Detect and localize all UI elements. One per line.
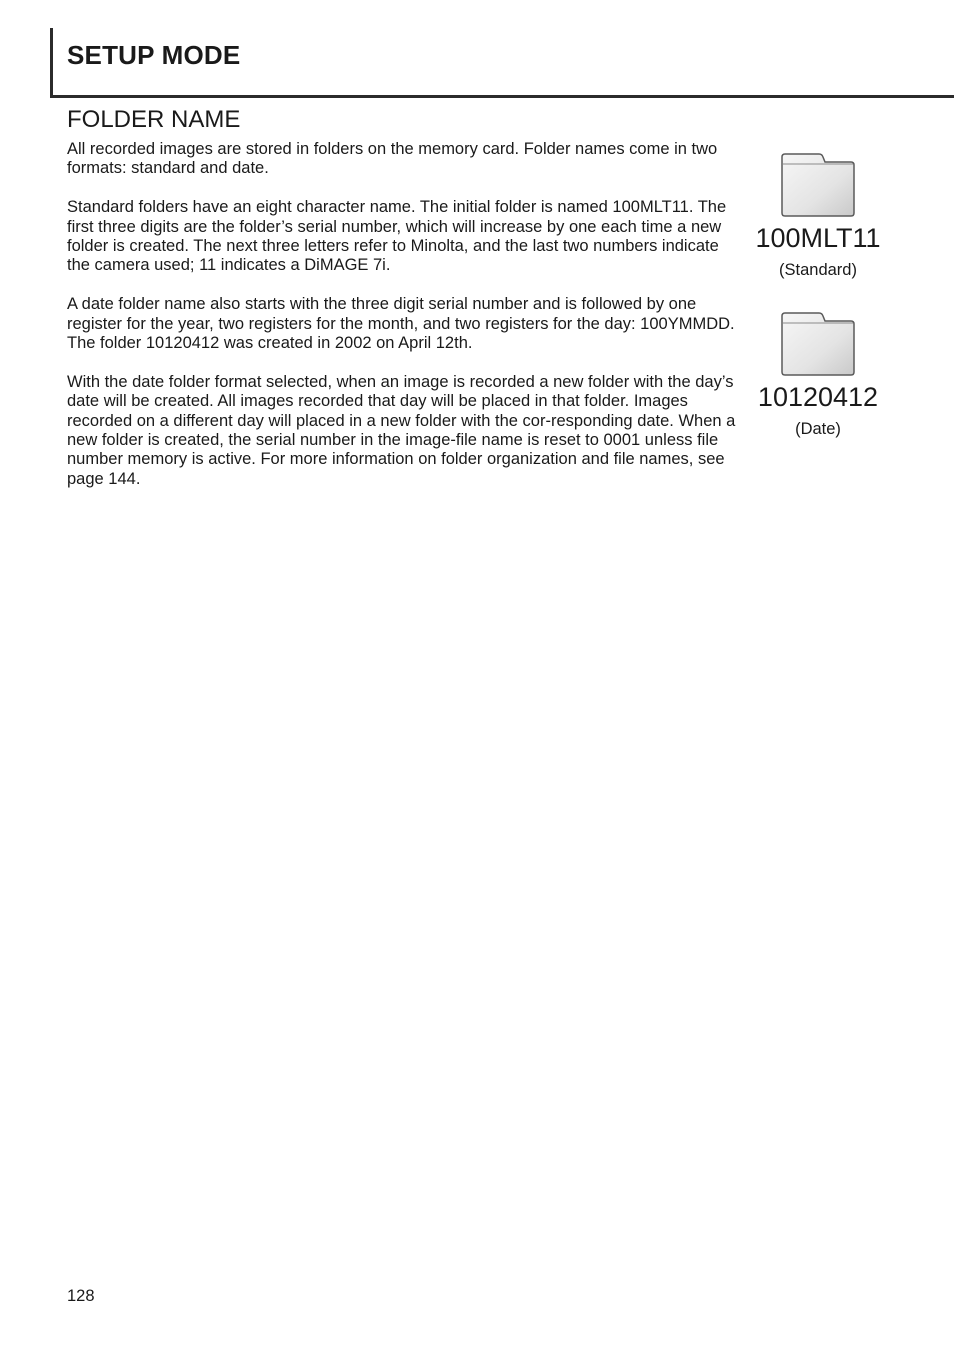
- header-vertical-rule: [50, 28, 53, 98]
- header-horizontal-rule: [50, 95, 954, 98]
- section-title: SETUP MODE: [67, 40, 241, 70]
- body-text: [67, 140, 743, 509]
- paragraph-intro: All recorded images are stored in folders on the memory card. Folder names come in two formats: standard and date.: [67, 140, 718, 178]
- folder-name-date: 10120412: [757, 382, 879, 412]
- subsection-title: FOLDER NAME: [67, 106, 241, 133]
- folder-icon: [779, 311, 857, 377]
- folder-example-date: [745, 311, 891, 439]
- paragraph-standard-folders: Standard folders have an eight character name. The initial folder is named 100MLT11. The first three digits are the folder’s serial number, which will increase by one each time a new folder is created. The next three letters refer to Minolta, and the last two numbers indicate the camera used; 11 indicates a DiMAGE 7i.: [67, 198, 727, 275]
- page-number: 128: [67, 1287, 95, 1305]
- folder-caption-date: (Date): [795, 420, 841, 438]
- folder-icon: [779, 152, 857, 218]
- paragraph-date-format-behavior: With the date folder format selected, when an image is recorded a new folder with the day’s date will be created. All images recorded that day will be placed in that folder. Images recorded on a different day will placed in a new folder with the cor-responding date. When a new folder is created, the serial number in the image-file name is reset to 0001 unless file number memory is active. For more information on folder organization and file names, see page 144.: [67, 372, 736, 488]
- folder-example-standard: [745, 152, 891, 280]
- paragraph-date-folders: A date folder name also starts with the three digit serial number and is followed by one register for the year, two registers for the month, and two registers for the day: 100YMMDD. The folder 10120412 was created in 2002 on April 12th.: [67, 295, 735, 353]
- folder-caption-standard: (Standard): [779, 261, 857, 279]
- folder-name-standard: 100MLT11: [755, 223, 881, 253]
